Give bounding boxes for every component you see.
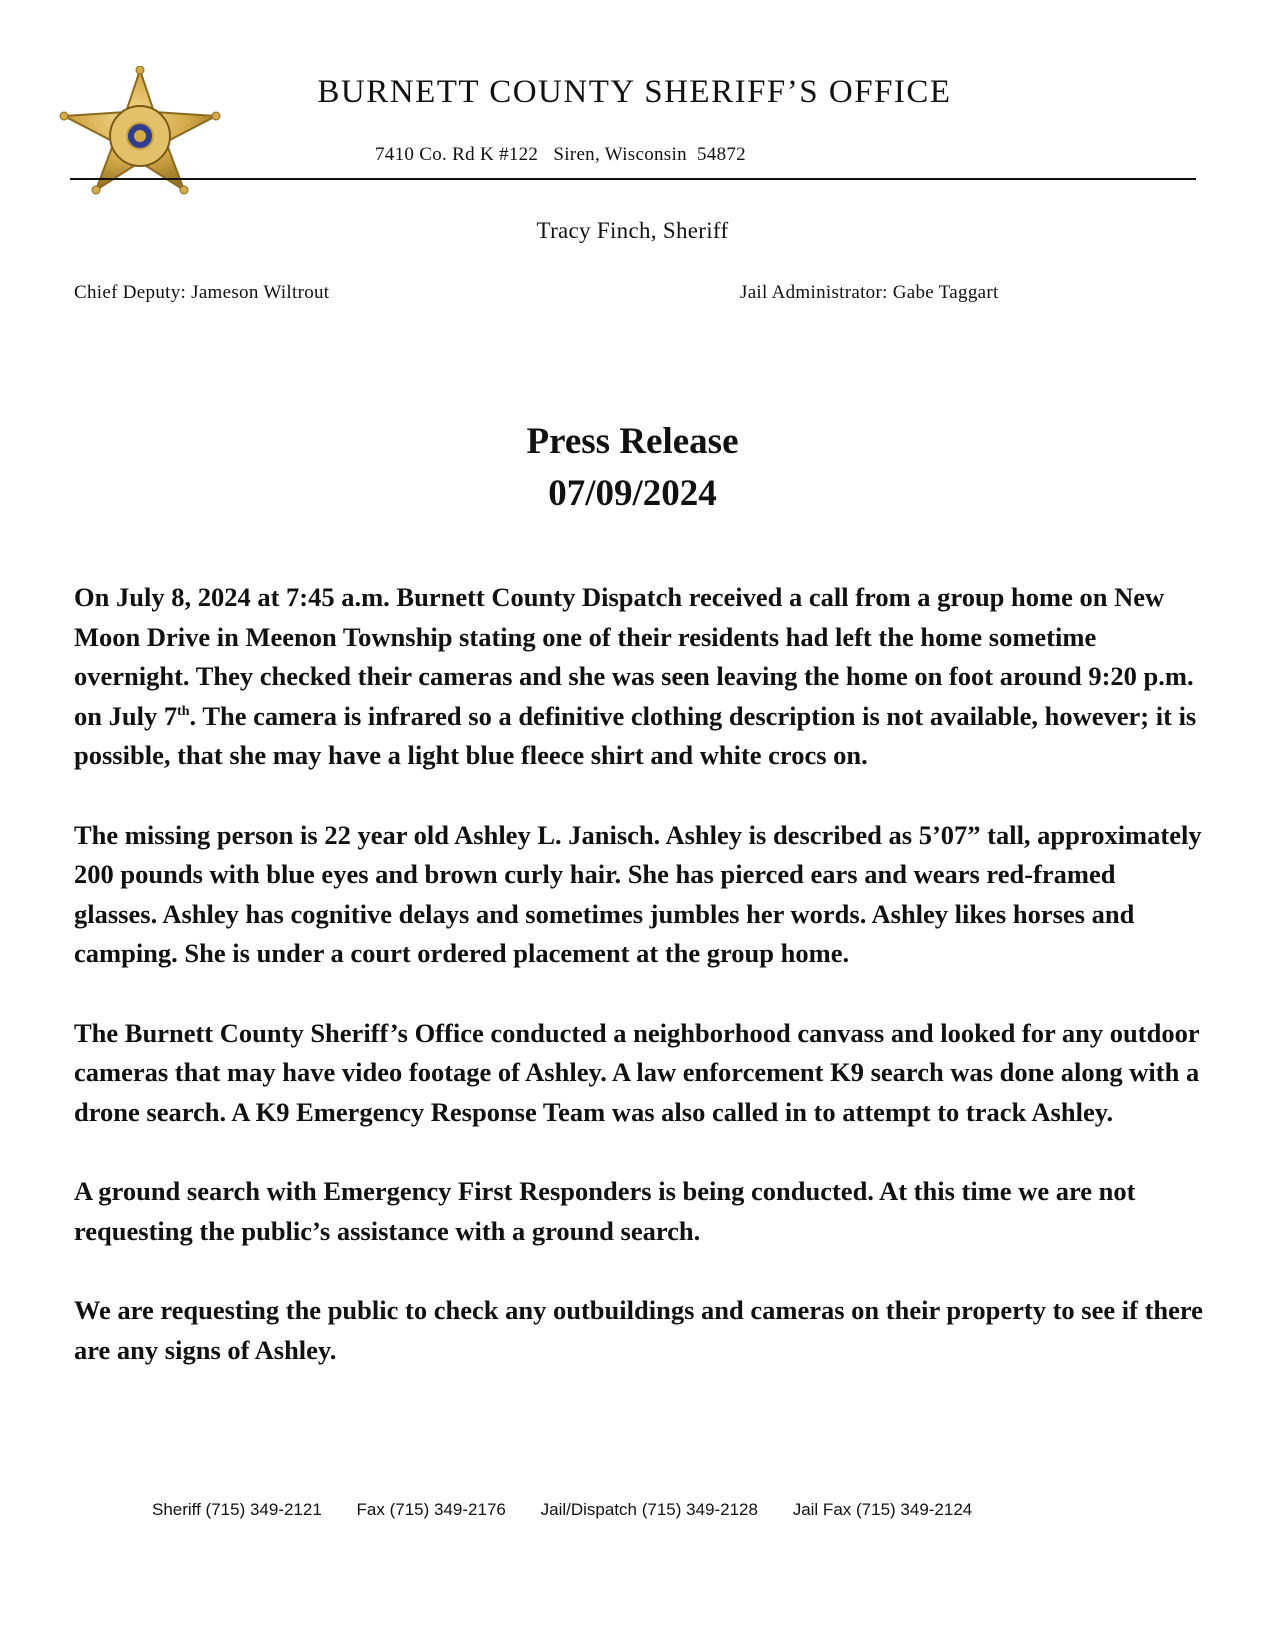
sheriff-name: Tracy Finch, Sheriff bbox=[536, 218, 729, 243]
footer-fax: Fax (715) 349-2176 bbox=[356, 1500, 506, 1519]
footer-jail-dispatch: Jail/Dispatch (715) 349-2128 bbox=[540, 1500, 758, 1519]
office-address: 7410 Co. Rd K #122 Siren, Wisconsin 54872 bbox=[375, 144, 746, 165]
release-body bbox=[74, 578, 1204, 1410]
office-name: BURNETT COUNTY SHERIFF’S OFFICE bbox=[317, 74, 952, 110]
release-date: 07/09/2024 bbox=[548, 473, 717, 514]
footer-contacts bbox=[152, 1500, 1002, 1520]
paragraph-public-request: We are requesting the public to check any outbuildings and cameras on their property to see if there are any signs of Ashley. bbox=[74, 1295, 1203, 1365]
paragraph-description: The missing person is 22 year old Ashley L. Janisch. Ashley is described as 5’07” tall, approximately 200 pounds with blue eyes and brown curly hair. She has pierced ears and wears red-framed glasses. Ashley has cognitive delays and sometimes jumbles her words. Ashley likes horses and camping. She is under a court ordered placement at the group home. bbox=[74, 819, 1202, 968]
title-heading: Press Release bbox=[526, 421, 739, 462]
footer-jail-fax: Jail Fax (715) 349-2124 bbox=[792, 1500, 973, 1519]
footer-sheriff-phone: Sheriff (715) 349-2121 bbox=[152, 1500, 322, 1519]
jail-administrator: Jail Administrator: Gabe Taggart bbox=[740, 282, 999, 303]
press-release-title bbox=[0, 416, 1265, 520]
paragraph-search-actions: The Burnett County Sheriff’s Office conducted a neighborhood canvass and looked for any outdoor cameras that may have video footage of Ashley. A law enforcement K9 search was done along with a drone search. A K9 Emergency Response Team was also called in to attempt to track Ashley. bbox=[74, 1017, 1200, 1127]
header-divider bbox=[70, 178, 1196, 180]
paragraph-ground-search: A ground search with Emergency First Responders is being conducted. At this time we are not requesting the public’s assistance with a ground search. bbox=[74, 1176, 1136, 1246]
chief-deputy: Chief Deputy: Jameson Wiltrout bbox=[74, 282, 330, 303]
paragraph-incident: On July 8, 2024 at 7:45 a.m. Burnett County Dispatch received a call from a group home on New Moon Drive in Meenon Township stating one of their residents had left the home sometime overnight. They checked their cameras and she was seen leaving the home on foot around 9:20 p.m. on July 7th. The camera is infrared so a definitive clothing description is not available, however; it is possible, that she may have a light blue fleece shirt and white crocs on. bbox=[74, 582, 1197, 770]
